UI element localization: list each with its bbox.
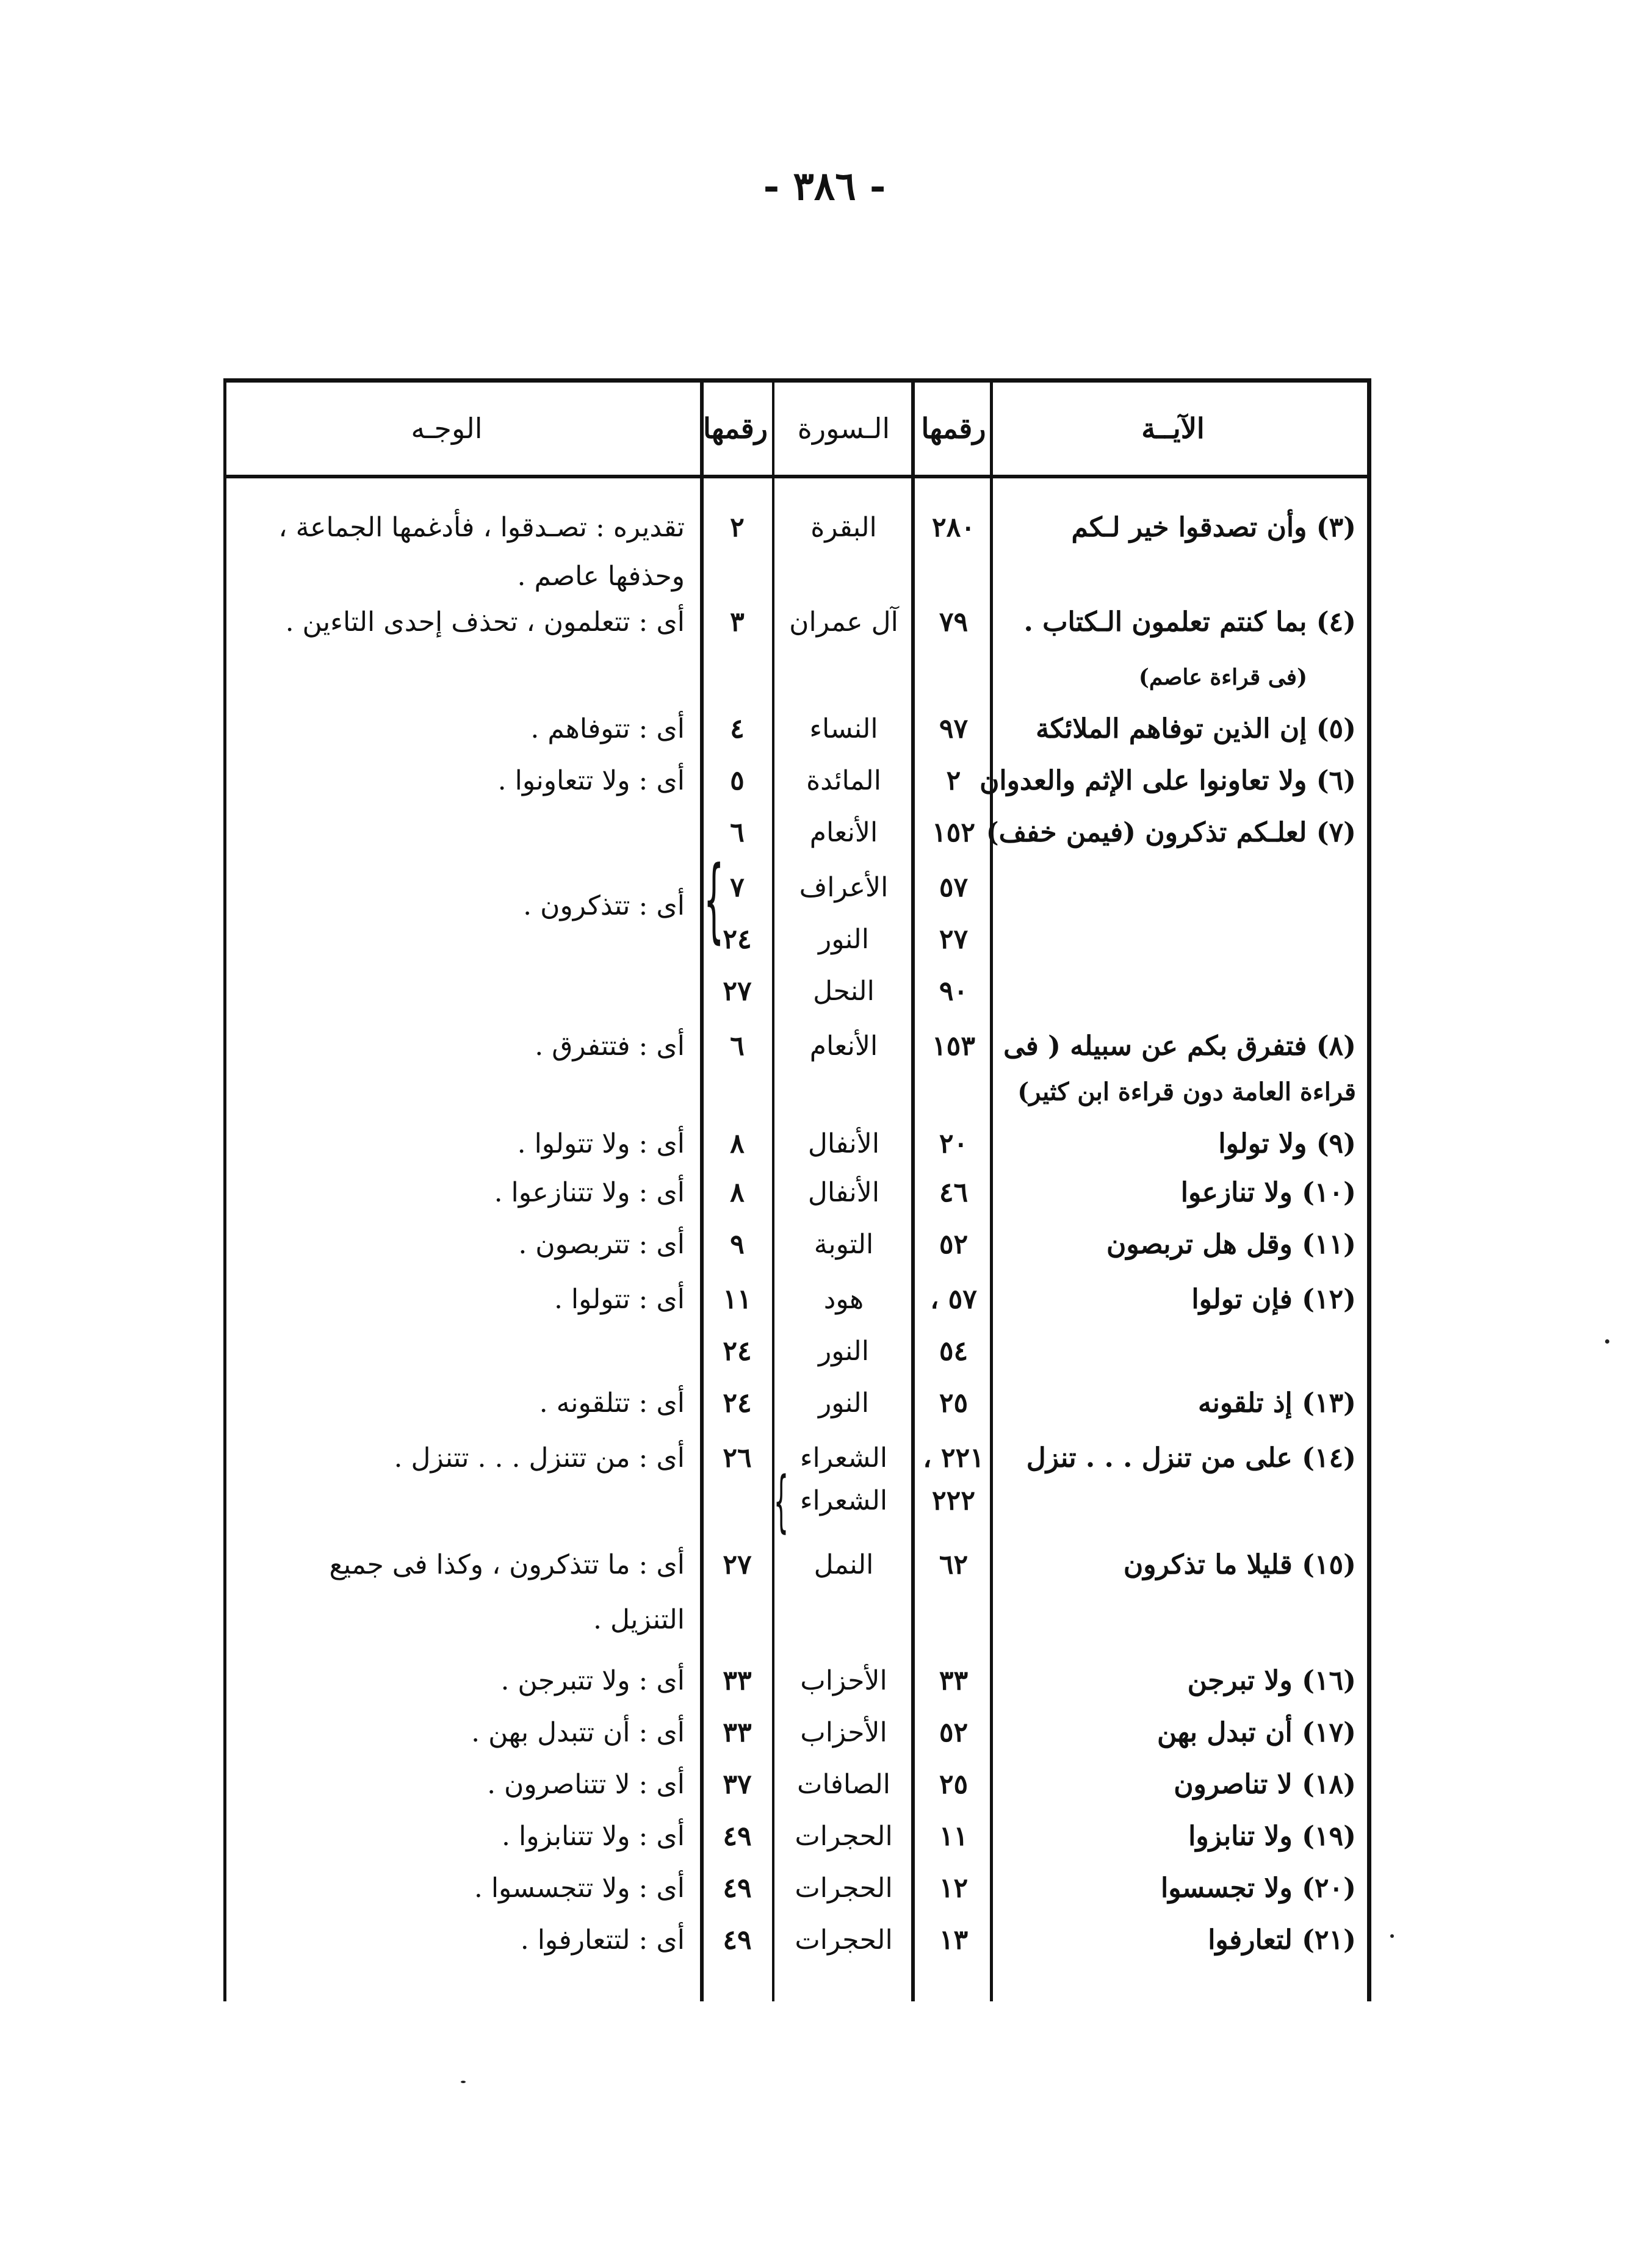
brace-group-7: { [704,847,724,953]
wajh-cell: التنزيل . [593,1604,685,1635]
sura-number-cell: ١١ [723,1284,752,1315]
ayah-number-cell: ١٢ [939,1873,969,1904]
ayah-number-cell: ٧٩ [939,607,969,638]
sura-number-cell: ٤٩ [723,1873,752,1904]
ayah-number-cell: ٥٢ [939,1717,969,1748]
ayah-number-cell: ٢٧ [939,924,969,955]
header-ayah: الآيــة [1141,412,1205,445]
wajh-cell: أى : ولا تتنازعوا . [494,1177,685,1208]
sura-cell: المائدة [806,765,881,796]
sura-number-cell: ٢٤ [723,1388,752,1419]
wajh-cell: تقديره : تصـدقوا ، فأدغمها الجماعة ، [278,512,685,543]
ayah-cell: (٧) لعلـكم تذكرون (فيمن خفف) [986,817,1356,848]
ayah-cell: (١٦) ولا تبرجن [1187,1665,1356,1696]
ayah-cell: (٣) وأن تصدقوا خير لـكم [1071,512,1356,543]
header-wajh: الوجـه [411,412,483,445]
sura-cell: آل عمران [789,607,898,638]
sura-number-cell: ٩ [730,1229,745,1260]
sura-cell: الأنعام [809,1031,878,1062]
sura-cell: هود [823,1284,864,1315]
wajh-cell: أى : تتولوا . [554,1284,685,1315]
sura-number-cell: ٨ [730,1177,745,1208]
wajh-cell: أى : ولا تتولوا . [517,1128,685,1159]
sura-number-cell: ٨ [730,1128,745,1159]
ayah-number-cell: ١١ [939,1821,969,1852]
sura-number-cell: ٣٧ [723,1769,752,1800]
ayah-number-cell: ٥٢ [939,1229,969,1260]
ayah-cell: (١٣) إذ تلقونه [1197,1388,1356,1419]
ayah-cell: (٥) إن الذين توفاهم الملائكة [1036,713,1356,744]
sura-cell: الحجرات [795,1924,893,1956]
sura-number-cell: ٦ [730,817,745,848]
ayah-cell: (١٨) لا تناصرون [1174,1769,1356,1800]
header-sura: الـسورة [797,412,890,445]
ayah-number-cell: ٥٤ [939,1336,969,1367]
col-rule-sura [911,378,915,2001]
ayah-number-cell: ٩٧ [939,713,969,744]
wajh-cell: أى : تتوفاهم . [530,713,685,744]
scan-speck [461,2081,466,2083]
ayah-cell: (٩) ولا تولوا [1218,1128,1356,1159]
sura-number-cell: ٥ [730,765,745,796]
ayah-number-cell: ٦٢ [939,1549,969,1580]
sura-cell: النحل [813,976,875,1007]
wajh-cell: أى : تتلقونه . [539,1388,685,1419]
sura-cell: النمل [814,1549,874,1580]
table-top-rule [225,378,1371,383]
brace-group-14: { [773,1462,789,1540]
ayah-number-cell: ٥٧ ، [930,1284,977,1315]
wajh-cell: أى : تتذكرون . [523,890,685,921]
sura-cell: التوبة [814,1229,874,1260]
header-bottom-rule [225,475,1371,478]
sura-cell: الأنعام [809,817,878,848]
ayah-number-cell: ٤٦ [939,1177,969,1208]
ayah-cell: (٢٠) ولا تجسسوا [1161,1873,1356,1904]
ayah-cell: (١١) وقل هل تربصون [1106,1229,1356,1260]
ayah-number-cell: ٢٢٢ [932,1485,975,1516]
ayah-number-cell: ٢ [946,765,961,796]
ayah-number-cell: ١٥٢ [932,817,975,848]
sura-cell: الشعراء [799,1485,888,1516]
ayah-number-cell: ٣٣ [939,1665,969,1696]
wajh-cell: أى : ولا تتبرجن . [500,1665,685,1696]
sura-number-cell: ٦ [730,1031,745,1062]
ayah-number-cell: ٢٠ [939,1128,969,1159]
sura-number-cell: ٤٩ [723,1924,752,1956]
sura-cell: النساء [809,713,878,744]
ayah-number-cell: ٩٠ [939,976,969,1007]
wajh-cell: أى : أن تتبدل بهن . [471,1717,685,1748]
sura-number-cell: ٢٤ [723,1336,752,1367]
ayah-number-cell: ٥٧ [939,872,969,903]
sura-cell: النور [818,1388,869,1419]
sura-number-cell: ٤ [730,713,745,744]
scan-speck [1390,1934,1394,1938]
sura-number-cell: ٤٩ [723,1821,752,1852]
ayah-cell: (٦) ولا تعاونوا على الإثم والعدوان [980,765,1356,796]
ayah-cell: قراءة العامة دون قراءة ابن كثير) [1017,1078,1356,1106]
wajh-cell: أى : من تتنزل . . . تتنزل . [394,1442,685,1474]
wajh-cell: أى : تتعلمون ، تحذف إحدى التاءين . [285,607,685,638]
page-number: - ٣٨٦ - [763,164,886,209]
sura-cell: الشعراء [799,1442,888,1474]
sura-cell: النور [818,1336,869,1367]
ayah-cell: (١٠) ولا تنازعوا [1180,1177,1356,1208]
sura-cell: الحجرات [795,1873,893,1904]
sura-number-cell: ٢٤ [723,924,752,955]
col-rule-snum [772,378,774,2001]
ayah-cell: (فى قراءة عاصم) [1138,664,1307,690]
sura-number-cell: ٢٦ [723,1442,752,1474]
ayah-cell: (١٥) قليلا ما تذكرون [1123,1549,1356,1580]
wajh-cell: أى : ولا تتجسسوا . [474,1873,685,1904]
wajh-cell: أى : لتتعارفوا . [520,1924,685,1956]
sura-cell: البقرة [810,512,877,543]
sura-number-cell: ٢٧ [723,976,752,1007]
wajh-cell: أى : ولا تتنابزوا . [502,1821,685,1852]
sura-number-cell: ٧ [730,872,745,903]
header-ayah-number: رقمها [921,412,986,445]
sura-number-cell: ٢ [730,512,745,543]
ayah-cell: (١٢) فإن تولوا [1191,1284,1356,1315]
ayah-number-cell: ١٣ [939,1924,969,1956]
sura-number-cell: ٢٧ [723,1549,752,1580]
wajh-cell: أى : تتربصون . [518,1229,685,1260]
sura-cell: الحجرات [795,1821,893,1852]
wajh-cell: أى : ما تتذكرون ، وكذا فى جميع [329,1549,685,1580]
ayah-cell: (١٧) أن تبدل بهن [1156,1717,1356,1748]
sura-number-cell: ٣ [730,607,745,638]
col-rule-wajh [700,378,704,2001]
ayah-number-cell: ٢٢١ ، [923,1442,984,1474]
ayah-cell: (٨) فتفرق بكم عن سبيله ( فى [1003,1031,1356,1062]
sura-cell: الأنفال [807,1128,880,1159]
ayah-number-cell: ١٥٣ [932,1031,975,1062]
sura-cell: الأعراف [799,872,889,903]
sura-cell: النور [818,924,869,955]
ayah-number-cell: ٢٨٠ [932,512,975,543]
sura-number-cell: ٣٣ [723,1665,752,1696]
ayah-number-cell: ٢٥ [939,1388,969,1419]
ayah-cell: (١٤) على من تنزل . . . تنزل [1026,1442,1356,1474]
header-sura-number: رقمها [702,412,768,445]
ayah-cell: (٤) بما كنتم تعلمون الـكتاب . [1023,607,1356,638]
sura-cell: الأنفال [807,1177,880,1208]
ayah-cell: (١٩) ولا تنابزوا [1188,1821,1356,1852]
ayah-number-cell: ٢٥ [939,1769,969,1800]
sura-cell: الصافات [796,1769,891,1800]
wajh-cell: وحذفها عاصم . [517,561,685,592]
sura-cell: الأحزاب [800,1665,887,1696]
scan-speck [1605,1339,1609,1344]
ayah-cell: (٢١) لتعارفوا [1208,1924,1356,1956]
sura-number-cell: ٣٣ [723,1717,752,1748]
wajh-cell: أى : لا تتناصرون . [487,1769,685,1800]
table-right-rule [1367,378,1371,2001]
wajh-cell: أى : فتتفرق . [535,1031,685,1062]
wajh-cell: أى : ولا تتعاونوا . [497,765,685,796]
sura-cell: الأحزاب [800,1717,887,1748]
